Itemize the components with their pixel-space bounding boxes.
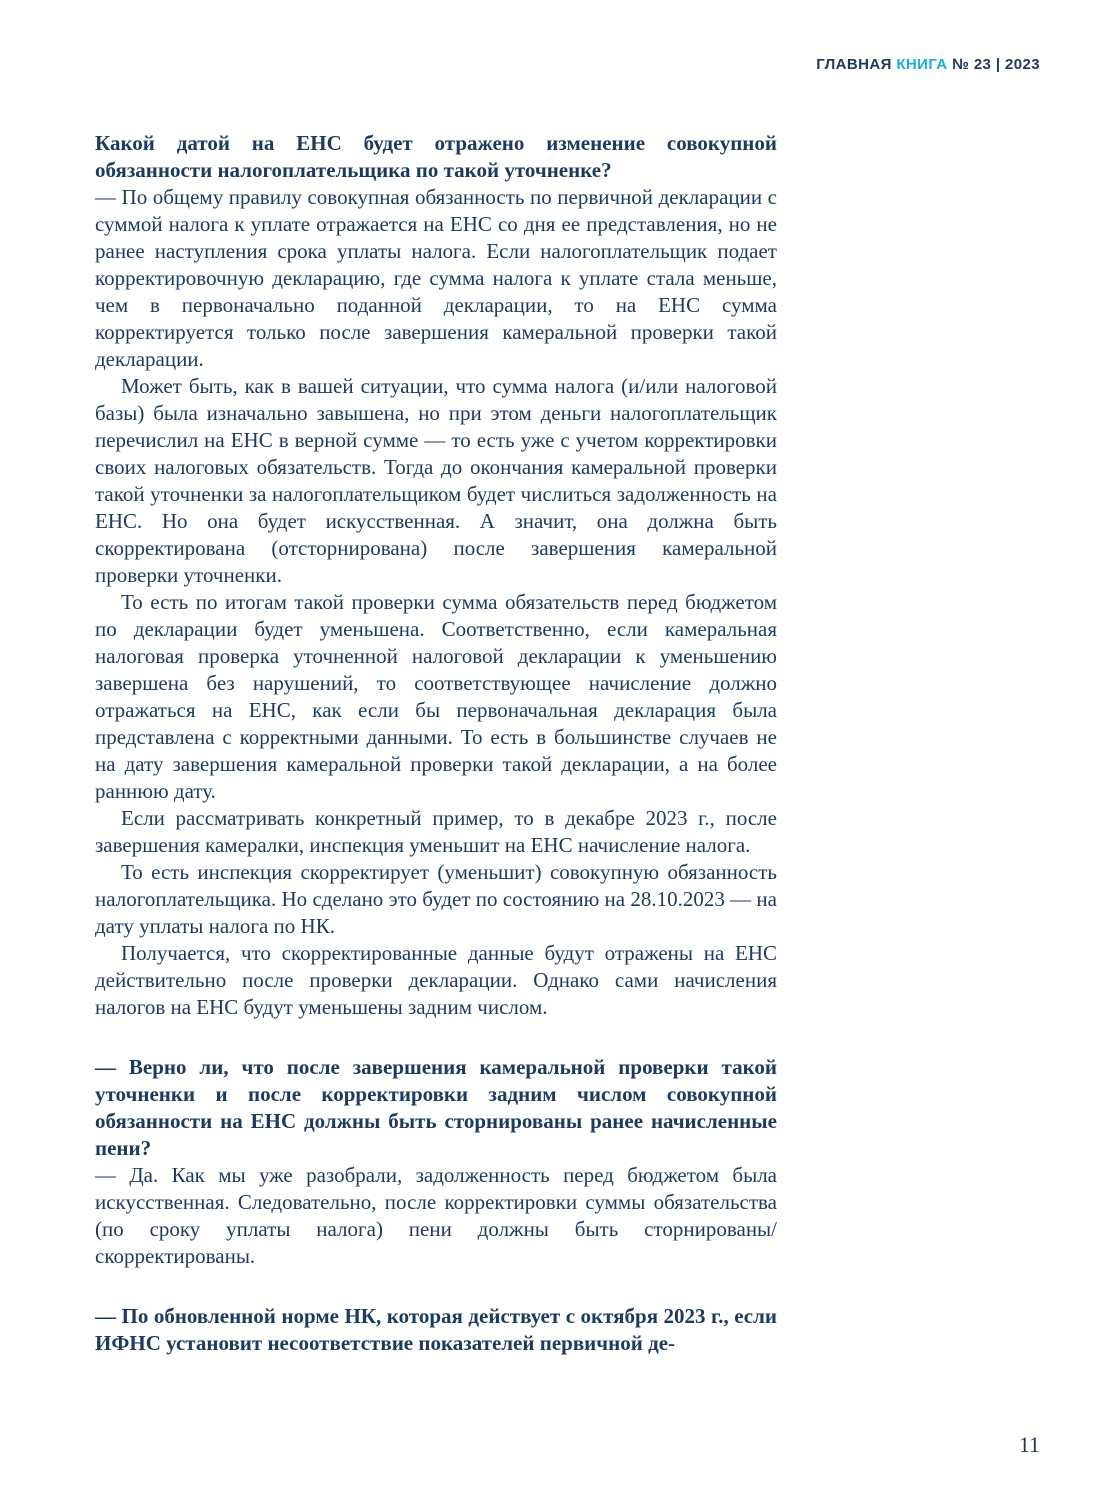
body-paragraph: Получается, что скорректированные данные будут отражены на ЕНС действительно после проверки декларации. Однако сами начисления налогов на ЕНС будут уменьшены задним числом. xyxy=(95,941,777,1019)
question-heading: Какой датой на ЕНС будет отражено изменение совокупной обязанности налогоплательщика по такой уточненке? xyxy=(95,131,777,182)
question-heading: — Верно ли, что после завершения камеральной проверки такой уточненки и после корректировки задним числом совокупной обязанности на ЕНС должны быть сторнированы ранее начисленные пени? xyxy=(95,1055,777,1160)
body-paragraph: Может быть, как в вашей ситуации, что сумма налога (и/или налоговой базы) была изначально завышена, но при этом деньги налогоплательщик перечислил на ЕНС в верной сумме — то есть уже с учетом корректировки своих налоговых обязательств. Тогда до окончания камеральной проверки такой уточненки за налогоплательщиком будет числиться задолженность на ЕНС. Но она будет искусственная. А значит, она должна быть скорректирована (отсторнирована) после завершения камеральной проверки уточненки. xyxy=(95,374,777,587)
body-paragraph: То есть инспекция скорректирует (уменьшит) совокупную обязанность налогоплательщика. Но сделано это будет по состоянию на 28.10.2023 — на дату уплаты налога по НК. xyxy=(95,860,777,938)
body-paragraph: То есть по итогам такой проверки сумма обязательств перед бюджетом по декларации будет уменьшена. Соответственно, если камеральная налоговая проверка уточненной налоговой декларации к уменьшению завершена без нарушений, то соответствующее начисление должно отражаться на ЕНС, как если бы первоначальная декларация была представлена с корректными данными. То есть в большинстве случаев не на дату завершения камеральной проверки такой декларации, а на более раннюю дату. xyxy=(95,590,777,803)
article-body xyxy=(95,130,777,1357)
page-number: 11 xyxy=(1018,1432,1040,1457)
body-paragraph: Если рассматривать конкретный пример, то в декабре 2023 г., после завершения камералки, инспекция уменьшит на ЕНС начисление налога. xyxy=(95,806,777,857)
brand-name-part1: ГЛАВНАЯ xyxy=(816,56,892,73)
question-heading: — По обновленной норме НК, которая действует с октября 2023 г., если ИФНС установит несоответствие показателей первичной де- xyxy=(95,1304,777,1355)
answer-paragraph: — Да. Как мы уже разобрали, задолженность перед бюджетом была искусственная. Следовательно, после корректировки суммы обязательства (по сроку уплаты налога) пени должны быть сторнированы/скорректированы. xyxy=(95,1163,777,1268)
brand-name-part2: КНИГА xyxy=(896,56,948,73)
answer-paragraph: — По общему правилу совокупная обязанность по первичной декларации с суммой налога к уплате отражается на ЕНС со дня ее представления, но не ранее наступления срока уплаты налога. Если налогоплательщик подает корректировочную декларацию, где сумма налога к уплате стала меньше, чем в первоначально поданной декларации, то на ЕНС сумма корректируется только после завершения камеральной проверки такой декларации. xyxy=(95,185,777,371)
issue-number: № 23 | 2023 xyxy=(952,56,1040,73)
page-header xyxy=(816,56,1040,73)
